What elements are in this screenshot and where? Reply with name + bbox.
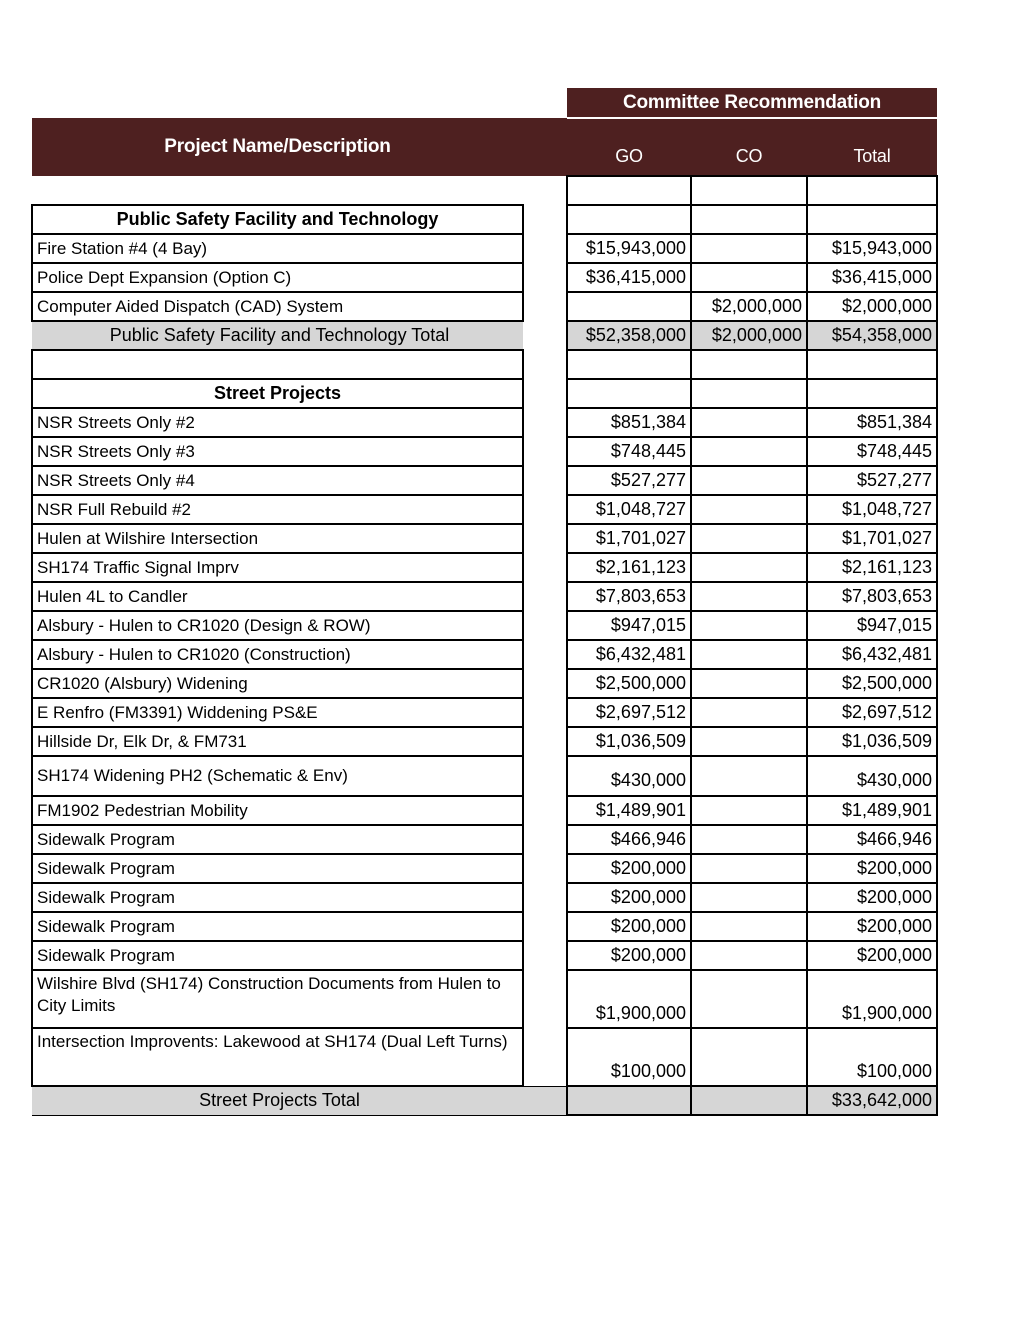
section-heading-co-cell — [691, 205, 807, 234]
row-spacer-cell — [523, 970, 567, 1028]
total-amount-cell: $2,500,000 — [807, 669, 937, 698]
spacer-name-cell — [32, 176, 523, 205]
table-row — [32, 466, 937, 495]
budget-table — [31, 88, 938, 1116]
total-amount-cell: $200,000 — [807, 941, 937, 970]
section-total-total-cell: $33,642,000 — [807, 1086, 937, 1115]
committee-recommendation-banner: Committee Recommendation — [567, 88, 937, 118]
project-name-cell: Hillside Dr, Elk Dr, & FM731 — [32, 727, 523, 756]
project-name-cell: NSR Streets Only #2 — [32, 408, 523, 437]
row-spacer-cell — [523, 495, 567, 524]
co-amount-cell — [691, 854, 807, 883]
co-amount-cell — [691, 582, 807, 611]
section-gap-name-cell — [32, 350, 523, 379]
co-amount-cell — [691, 941, 807, 970]
project-name-cell: SH174 Widening PH2 (Schematic & Env) — [32, 756, 523, 796]
row-spacer-cell — [523, 553, 567, 582]
table-row — [32, 234, 937, 263]
row-spacer-cell — [523, 669, 567, 698]
go-amount-cell: $1,701,027 — [567, 524, 691, 553]
co-amount-cell — [691, 437, 807, 466]
section-gap-spacer-cell — [523, 350, 567, 379]
spacer-go-cell — [567, 176, 691, 205]
go-amount-cell: $7,803,653 — [567, 582, 691, 611]
table-row — [32, 611, 937, 640]
table-row — [32, 524, 937, 553]
column-header-go: GO — [567, 118, 691, 176]
project-name-cell: Sidewalk Program — [32, 825, 523, 854]
row-spacer-cell — [523, 698, 567, 727]
co-amount-cell — [691, 495, 807, 524]
project-name-cell: Fire Station #4 (4 Bay) — [32, 234, 523, 263]
section-total-go-cell: $52,358,000 — [567, 321, 691, 350]
section-heading-go-cell — [567, 205, 691, 234]
row-spacer-cell — [523, 1028, 567, 1086]
project-name-cell: CR1020 (Alsbury) Widening — [32, 669, 523, 698]
co-amount-cell — [691, 466, 807, 495]
row-spacer-cell — [523, 825, 567, 854]
section-heading-co-cell — [691, 379, 807, 408]
row-spacer-cell — [523, 941, 567, 970]
row-spacer-cell — [523, 727, 567, 756]
row-spacer-cell — [523, 408, 567, 437]
section-heading-row — [32, 205, 937, 234]
total-amount-cell: $36,415,000 — [807, 263, 937, 292]
total-amount-cell: $7,803,653 — [807, 582, 937, 611]
co-amount-cell — [691, 796, 807, 825]
total-amount-cell: $200,000 — [807, 912, 937, 941]
table-row — [32, 437, 937, 466]
co-amount-cell — [691, 669, 807, 698]
table-row — [32, 582, 937, 611]
section-gap-total-cell — [807, 350, 937, 379]
table-row — [32, 698, 937, 727]
row-spacer-cell — [523, 756, 567, 796]
total-amount-cell: $466,946 — [807, 825, 937, 854]
row-spacer-cell — [523, 854, 567, 883]
go-amount-cell: $1,036,509 — [567, 727, 691, 756]
project-name-cell: Sidewalk Program — [32, 883, 523, 912]
total-amount-cell: $430,000 — [807, 756, 937, 796]
project-name-cell: Sidewalk Program — [32, 941, 523, 970]
project-name-cell: Hulen 4L to Candler — [32, 582, 523, 611]
total-amount-cell: $851,384 — [807, 408, 937, 437]
go-amount-cell: $2,161,123 — [567, 553, 691, 582]
project-name-cell: Sidewalk Program — [32, 912, 523, 941]
project-name-cell: SH174 Traffic Signal Imprv — [32, 553, 523, 582]
co-amount-cell — [691, 408, 807, 437]
table-row — [32, 263, 937, 292]
table-row — [32, 854, 937, 883]
table-row — [32, 669, 937, 698]
co-amount-cell — [691, 611, 807, 640]
total-amount-cell: $947,015 — [807, 611, 937, 640]
project-name-cell: NSR Full Rebuild #2 — [32, 495, 523, 524]
co-amount-cell — [691, 727, 807, 756]
section-gap-row — [32, 350, 937, 379]
go-amount-cell: $527,277 — [567, 466, 691, 495]
table-body — [32, 176, 937, 1115]
spacer-total-cell — [807, 176, 937, 205]
co-amount-cell — [691, 883, 807, 912]
total-amount-cell: $2,161,123 — [807, 553, 937, 582]
section-total-row — [32, 321, 937, 350]
section-total-go-cell — [567, 1086, 691, 1115]
total-amount-cell: $1,701,027 — [807, 524, 937, 553]
table-header — [32, 88, 937, 176]
row-spacer-cell — [523, 611, 567, 640]
co-amount-cell — [691, 756, 807, 796]
table-row — [32, 796, 937, 825]
table-row — [32, 727, 937, 756]
section-total-total-cell: $54,358,000 — [807, 321, 937, 350]
go-amount-cell: $851,384 — [567, 408, 691, 437]
go-amount-cell: $1,900,000 — [567, 970, 691, 1028]
co-amount-cell — [691, 234, 807, 263]
co-amount-cell — [691, 1028, 807, 1086]
co-amount-cell — [691, 698, 807, 727]
row-spacer-cell — [523, 466, 567, 495]
project-name-cell: Alsbury - Hulen to CR1020 (Design & ROW) — [32, 611, 523, 640]
project-name-cell: NSR Streets Only #3 — [32, 437, 523, 466]
total-amount-cell: $15,943,000 — [807, 234, 937, 263]
row-spacer-cell — [523, 437, 567, 466]
table-row — [32, 756, 937, 796]
column-header-spacer — [523, 118, 567, 176]
section-heading-label: Public Safety Facility and Technology — [32, 205, 523, 234]
co-amount-cell — [691, 970, 807, 1028]
go-amount-cell: $1,048,727 — [567, 495, 691, 524]
total-amount-cell: $1,489,901 — [807, 796, 937, 825]
co-amount-cell — [691, 825, 807, 854]
table-row — [32, 495, 937, 524]
section-heading-label: Street Projects — [32, 379, 523, 408]
column-header-project-name: Project Name/Description — [32, 118, 523, 176]
project-name-cell: FM1902 Pedestrian Mobility — [32, 796, 523, 825]
total-amount-cell: $100,000 — [807, 1028, 937, 1086]
project-name-cell: Wilshire Blvd (SH174) Construction Documents from Hulen to City Limits — [32, 970, 523, 1028]
row-spacer-cell — [523, 582, 567, 611]
co-amount-cell — [691, 912, 807, 941]
go-amount-cell: $1,489,901 — [567, 796, 691, 825]
go-amount-cell: $2,697,512 — [567, 698, 691, 727]
row-spacer-cell — [523, 263, 567, 292]
total-amount-cell: $527,277 — [807, 466, 937, 495]
section-total-co-cell: $2,000,000 — [691, 321, 807, 350]
go-amount-cell: $947,015 — [567, 611, 691, 640]
go-amount-cell: $100,000 — [567, 1028, 691, 1086]
row-spacer-cell — [523, 796, 567, 825]
section-gap-co-cell — [691, 350, 807, 379]
section-total-row — [32, 1086, 937, 1115]
table-row — [32, 825, 937, 854]
section-total-label: Street Projects Total — [32, 1086, 523, 1115]
project-name-cell: Alsbury - Hulen to CR1020 (Construction) — [32, 640, 523, 669]
table-row — [32, 408, 937, 437]
section-total-spacer-cell — [523, 321, 567, 350]
table-row — [32, 292, 937, 321]
section-heading-go-cell — [567, 379, 691, 408]
row-spacer-cell — [523, 912, 567, 941]
row-spacer-cell — [523, 640, 567, 669]
row-spacer-cell — [523, 234, 567, 263]
total-amount-cell: $2,697,512 — [807, 698, 937, 727]
total-amount-cell: $1,900,000 — [807, 970, 937, 1028]
project-name-cell: NSR Streets Only #4 — [32, 466, 523, 495]
co-amount-cell — [691, 524, 807, 553]
total-amount-cell: $1,036,509 — [807, 727, 937, 756]
total-amount-cell: $6,432,481 — [807, 640, 937, 669]
total-amount-cell: $200,000 — [807, 854, 937, 883]
table-row — [32, 883, 937, 912]
project-name-cell: E Renfro (FM3391) Widdening PS&E — [32, 698, 523, 727]
column-header-co: CO — [691, 118, 807, 176]
section-heading-spacer-cell — [523, 379, 567, 408]
table-row — [32, 553, 937, 582]
go-amount-cell: $748,445 — [567, 437, 691, 466]
go-amount-cell: $200,000 — [567, 854, 691, 883]
go-amount-cell: $466,946 — [567, 825, 691, 854]
total-amount-cell: $1,048,727 — [807, 495, 937, 524]
project-name-cell: Computer Aided Dispatch (CAD) System — [32, 292, 523, 321]
spacer-co-cell — [691, 176, 807, 205]
go-amount-cell: $15,943,000 — [567, 234, 691, 263]
row-spacer-cell — [523, 292, 567, 321]
table-row — [32, 970, 937, 1028]
column-header-total: Total — [807, 118, 937, 176]
go-amount-cell: $2,500,000 — [567, 669, 691, 698]
section-heading-total-cell — [807, 205, 937, 234]
table-row — [32, 912, 937, 941]
section-heading-row — [32, 379, 937, 408]
project-name-cell: Police Dept Expansion (Option C) — [32, 263, 523, 292]
go-amount-cell — [567, 292, 691, 321]
go-amount-cell: $430,000 — [567, 756, 691, 796]
section-heading-total-cell — [807, 379, 937, 408]
total-amount-cell: $748,445 — [807, 437, 937, 466]
header-columns-row — [32, 118, 937, 176]
co-amount-cell — [691, 553, 807, 582]
spacer-row — [32, 176, 937, 205]
go-amount-cell: $200,000 — [567, 883, 691, 912]
project-name-cell: Hulen at Wilshire Intersection — [32, 524, 523, 553]
row-spacer-cell — [523, 883, 567, 912]
header-banner-row — [32, 88, 937, 118]
go-amount-cell: $200,000 — [567, 912, 691, 941]
section-total-spacer-cell — [523, 1086, 567, 1115]
co-amount-cell — [691, 263, 807, 292]
header-empty-spacer — [523, 88, 567, 118]
total-amount-cell: $2,000,000 — [807, 292, 937, 321]
table-row — [32, 640, 937, 669]
co-amount-cell — [691, 640, 807, 669]
co-amount-cell: $2,000,000 — [691, 292, 807, 321]
table-row — [32, 1028, 937, 1086]
project-name-cell: Intersection Improvents: Lakewood at SH174 (Dual Left Turns) — [32, 1028, 523, 1086]
section-total-label: Public Safety Facility and Technology Total — [32, 321, 523, 350]
project-name-cell: Sidewalk Program — [32, 854, 523, 883]
section-gap-go-cell — [567, 350, 691, 379]
section-total-co-cell — [691, 1086, 807, 1115]
header-empty-left — [32, 88, 523, 118]
spacer-gap-cell — [523, 176, 567, 205]
section-heading-spacer-cell — [523, 205, 567, 234]
go-amount-cell: $36,415,000 — [567, 263, 691, 292]
go-amount-cell: $200,000 — [567, 941, 691, 970]
table-row — [32, 941, 937, 970]
row-spacer-cell — [523, 524, 567, 553]
go-amount-cell: $6,432,481 — [567, 640, 691, 669]
total-amount-cell: $200,000 — [807, 883, 937, 912]
